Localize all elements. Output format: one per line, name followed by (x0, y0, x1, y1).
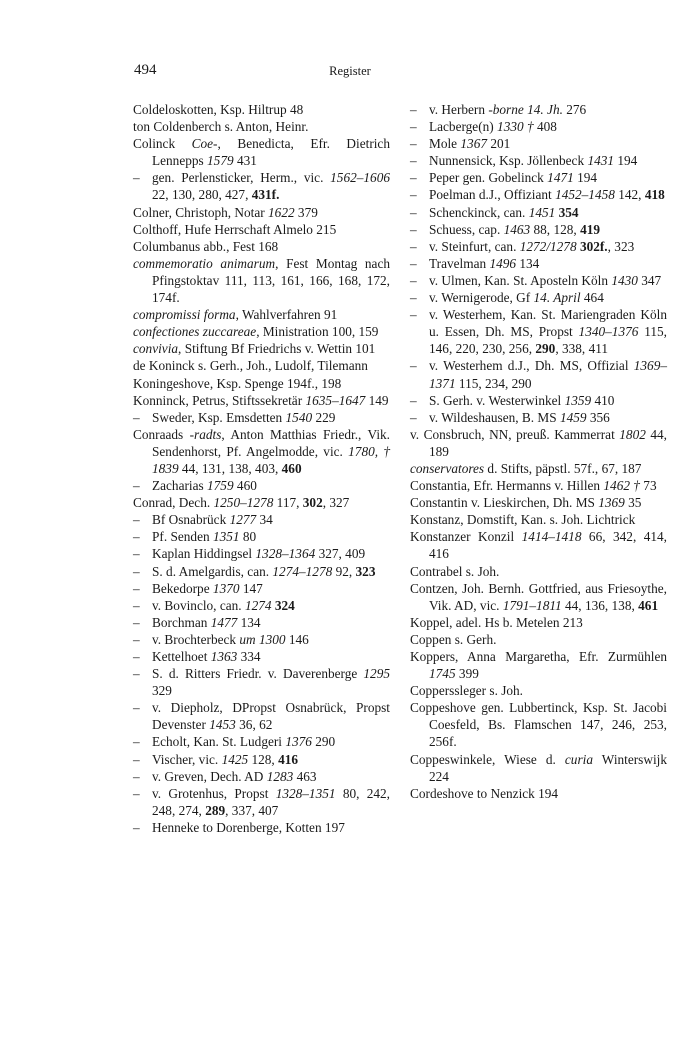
entry-text: Coppeshove gen. Lubbertinck, Ksp. St. Jacobi Coesfeld, Bs. Flamschen 147, 246, 253, 256f. (410, 700, 667, 750)
entry-text: 146 (285, 631, 309, 647)
subentry-dash: – (410, 409, 417, 425)
entry-text: gen. Perlensticker, Herm., vic. (152, 170, 331, 186)
italic-text: 1780, † 1839 (152, 443, 390, 476)
italic-text: 1496 (489, 255, 517, 271)
entry-text: Koppers, Anna Margaretha, Efr. Zurmühlen (410, 649, 667, 664)
entry-text: Lacberge(n) (429, 119, 498, 135)
subentry-dash: – (133, 170, 140, 186)
entry-text: 327, 409 (315, 546, 366, 562)
italic-text: 1452–1458 (555, 187, 615, 203)
entry-text: 44, 131, 138, 403, (178, 460, 282, 476)
entry-text: Konstanzer Konzil (410, 529, 522, 545)
index-subentry (133, 511, 390, 528)
entry-text: Koningeshove, Ksp. Spenge 194f., 198 (133, 375, 342, 391)
page-header (0, 62, 700, 84)
italic-text: 14. April (533, 290, 581, 306)
entry-text: 142, (614, 187, 645, 203)
entry-text: , 327 (322, 495, 350, 511)
index-entry (133, 323, 390, 340)
index-entry (410, 751, 667, 785)
entry-text: 379 (294, 204, 318, 220)
entry-text: 410 (591, 392, 615, 408)
entry-text: 115, 146, 220, 230, 256, (429, 324, 667, 357)
subentry-dash: – (410, 153, 417, 169)
subentry-dash: – (410, 307, 417, 323)
entry-text: , 337, 407 (225, 802, 279, 818)
index-subentry (410, 289, 667, 306)
entry-text: v. Consbruch, NN, preuß. Kammerrat (410, 426, 620, 442)
italic-text: -borne 14. Jh. (488, 102, 563, 117)
entry-text: Colthoff, Hufe Herrschaft Almelo 215 (133, 221, 337, 237)
index-entry (133, 101, 390, 118)
italic-text: convivia (133, 341, 179, 357)
subentry-dash: – (133, 512, 140, 528)
subentry-dash: – (133, 785, 140, 801)
entry-text: , 338, 411 (555, 341, 609, 357)
entry-text: , Benedicta, Efr. Dietrich Lennepps (152, 136, 390, 169)
italic-text: 1562–1606 (330, 170, 390, 186)
subentry-dash: – (133, 734, 140, 750)
bold-page-ref: 302f. (579, 238, 608, 254)
entry-text: Koppel, adel. Hs b. Metelen 213 (410, 614, 583, 630)
index-entry (410, 785, 667, 802)
index-subentry (410, 306, 667, 357)
entry-text: 147 (239, 580, 263, 596)
entry-text: Konninck, Petrus, Stiftssekretär (133, 392, 306, 408)
entry-text: Poelman d.J., Offiziant (429, 187, 556, 203)
italic-text: 1369 (598, 495, 625, 511)
bold-page-ref: 289 (205, 802, 226, 818)
index-entry (133, 357, 390, 374)
italic-text: 1363 (210, 649, 238, 664)
subentry-dash: – (133, 529, 140, 545)
index-entry (410, 682, 667, 699)
entry-text: v. Westerhem, Kan. St. Mariengraden Köln u. Essen, Dh. MS, Propst (429, 307, 667, 340)
bold-page-ref: 416 (278, 751, 299, 767)
entry-text: Bf Osnabrück (152, 512, 230, 528)
subentry-dash: – (133, 751, 140, 767)
entry-text: 34 (256, 512, 273, 528)
italic-text: 1414–1418 (521, 529, 582, 545)
entry-text: 35 (624, 495, 642, 511)
entry-text: ton Coldenberch s. Anton, Heinr. (133, 119, 309, 135)
subentry-dash: – (133, 563, 140, 579)
italic-text: 1330 † (497, 119, 534, 135)
entry-text: de Koninck s. Gerh., Joh., Ludolf, Tilemann (133, 358, 368, 374)
entry-text: 36, 62 (235, 717, 273, 733)
italic-text: 1351 (212, 529, 240, 545)
entry-text: Coppen s. Gerh. (410, 631, 497, 647)
bold-page-ref: 354 (558, 204, 579, 220)
italic-text: confectiones zuccareae (133, 324, 257, 340)
entry-text: Travelman (429, 255, 490, 271)
entry-text: 356 (586, 409, 610, 425)
entry-text: Contrabel s. Joh. (410, 563, 500, 579)
italic-text: 1370 (212, 580, 240, 596)
entry-text: v. Bovinclo, can. (152, 597, 245, 613)
index-entry (410, 699, 667, 750)
page-number: 494 (134, 62, 157, 78)
entry-text: 44, 136, 138, (561, 597, 639, 613)
subentry-dash: – (410, 119, 417, 135)
entry-text: d. Stifts, päpstl. 57f., 67, 187 (484, 460, 642, 476)
italic-text: 1622 (268, 204, 295, 220)
entry-text: Henneke to Dorenberge, Kotten 197 (152, 819, 345, 835)
index-entry (133, 221, 390, 238)
subentry-dash: – (410, 392, 417, 408)
index-entry (410, 648, 667, 682)
entry-text: Contzen, Joh. Bernh. Gottfried, aus Friesoythe, Vik. AD, vic. (410, 580, 667, 613)
subentry-dash: – (133, 819, 140, 835)
index-subentry (410, 152, 667, 169)
index-column-left (133, 101, 390, 836)
italic-text: 1635–1647 (305, 392, 366, 408)
index-entry (410, 460, 667, 477)
subentry-dash: – (133, 631, 140, 647)
entry-text: 329 (152, 683, 172, 699)
index-subentry (133, 477, 390, 494)
italic-text: conservatores (410, 460, 485, 476)
index-entry (133, 392, 390, 409)
index-subentry (410, 101, 667, 118)
index-subentry (133, 751, 390, 768)
entry-text: 22, 130, 280, 427, (152, 187, 252, 203)
entry-text: Schuess, cap. (429, 221, 504, 237)
index-entry (410, 477, 667, 494)
entry-text: v. Ulmen, Kan. St. Aposteln Köln (429, 272, 612, 288)
index-entry (133, 340, 390, 357)
entry-text: S. Gerh. v. Westerwinkel (429, 392, 565, 408)
italic-text: 1791–1811 (502, 597, 562, 613)
subentry-dash: – (133, 666, 140, 682)
index-subentry (133, 545, 390, 562)
index-subentry (410, 409, 667, 426)
entry-text: Conraads (133, 426, 190, 442)
index-subentry (133, 768, 390, 785)
italic-text: 1328–1364 (255, 546, 316, 562)
entry-text: 88, 128, (530, 221, 581, 237)
entry-text: Borchman (152, 614, 211, 630)
entry-text: 464 (580, 290, 604, 306)
index-subentry (133, 169, 390, 203)
entry-text: Colinck (133, 136, 192, 152)
entry-text: Pf. Senden (152, 529, 213, 545)
italic-text: 1477 (210, 614, 238, 630)
bold-page-ref: 290 (535, 341, 556, 357)
italic-text: 1471 (547, 170, 574, 186)
index-entry (410, 631, 667, 648)
entry-text: 134 (237, 614, 261, 630)
entry-text: Columbanus abb., Fest 168 (133, 238, 279, 254)
subentry-dash: – (133, 597, 140, 613)
entry-text: 80, 242, 248, 274, (152, 785, 390, 818)
entry-text: 399 (455, 666, 479, 682)
index-subentry (133, 580, 390, 597)
entry-text: 44, 189 (429, 426, 668, 459)
subentry-dash: – (133, 768, 140, 784)
entry-text: , Stiftung Bf Friedrichs v. Wettin 101 (178, 341, 376, 357)
index-subentry (133, 733, 390, 750)
index-subentry (410, 357, 667, 391)
index-subentry (133, 563, 390, 580)
entry-text: 128, (248, 751, 279, 767)
entry-text: Konstanz, Domstift, Kan. s. Joh. Lichtrick (410, 512, 636, 528)
index-subentry (133, 614, 390, 631)
index-subentry (133, 409, 390, 426)
entry-text: 431 (233, 153, 257, 169)
entry-text: 347 (637, 272, 662, 288)
index-subentry (410, 204, 667, 221)
italic-text: um 1300 (239, 631, 286, 647)
index-column-right (410, 101, 667, 802)
index-subentry (410, 135, 667, 152)
italic-text: curia (564, 751, 593, 767)
entry-text: v. Westerhem d.J., Dh. MS, Offizial (429, 358, 634, 374)
index-entry (133, 238, 390, 255)
index-subentry (133, 785, 390, 819)
index-entry (133, 494, 390, 511)
italic-text: 1369–1371 (429, 358, 667, 391)
subentry-dash: – (410, 102, 417, 117)
italic-text: 1425 (221, 751, 249, 767)
entry-text: Echolt, Kan. St. Ludgeri (152, 734, 286, 750)
subentry-dash: – (133, 580, 140, 596)
italic-text: 1431 (587, 153, 615, 169)
entry-text: Schenckinck, can. (429, 204, 529, 220)
entry-text: , Wahlverfahren 91 (235, 307, 338, 323)
entry-text: v. Wildeshausen, B. MS (429, 409, 560, 425)
entry-text: , Ministration 100, 159 (256, 324, 379, 340)
index-entry (133, 306, 390, 323)
index-subentry (133, 528, 390, 545)
entry-text: 66, 342, 414, 416 (429, 529, 667, 562)
index-entry (410, 528, 667, 562)
index-subentry (133, 648, 390, 665)
bold-page-ref: 418 (644, 187, 665, 203)
entry-text: v. Brochterbeck (152, 631, 240, 647)
index-entry (133, 255, 390, 306)
subentry-dash: – (410, 170, 417, 186)
subentry-dash: – (133, 478, 140, 494)
entry-text: v. Greven, Dech. AD (152, 768, 267, 784)
bold-page-ref: 461 (638, 597, 659, 613)
subentry-dash: – (133, 614, 140, 630)
index-entry (410, 511, 667, 528)
bold-page-ref: 323 (355, 563, 376, 579)
entry-text: Copperssleger s. Joh. (410, 683, 524, 699)
entry-text: S. d. Ritters Friedr. v. Daverenberge (152, 666, 364, 682)
bold-page-ref: 419 (580, 221, 601, 237)
index-entry (410, 614, 667, 631)
entry-text: 92, (332, 563, 356, 579)
entry-text: 276 (562, 102, 587, 117)
entry-text: Nunnensick, Ksp. Jöllenbeck (429, 153, 588, 169)
italic-text: 1759 (207, 478, 234, 494)
italic-text: 1459 (559, 409, 587, 425)
italic-text: 1328–1351 (275, 785, 336, 801)
index-entry (410, 563, 667, 580)
subentry-dash: – (133, 546, 140, 562)
index-entry (133, 204, 390, 221)
entry-text: Vischer, vic. (152, 751, 222, 767)
index-subentry (133, 819, 390, 836)
index-subentry (410, 255, 667, 272)
entry-text: 194 (573, 170, 598, 186)
italic-text: 1274 (244, 597, 272, 613)
index-subentry (410, 272, 667, 289)
running-title: Register (329, 64, 371, 78)
subentry-dash: – (410, 136, 417, 152)
entry-text: , Fest Montag nach Pfingstoktav 111, 113, 161, 166, 168, 172, 174f. (152, 255, 390, 306)
italic-text: Coe- (191, 136, 218, 152)
italic-text: 1274–1278 (272, 563, 333, 579)
entry-text: 460 (233, 478, 257, 494)
entry-text: v. Diepholz, DPropst Osnabrück, Propst Devenster (152, 700, 390, 733)
entry-text: Winterswijk 224 (429, 751, 667, 784)
entry-text: Mole (429, 136, 461, 152)
subentry-dash: – (410, 358, 417, 374)
entry-text: Kaplan Hiddingsel (152, 546, 256, 562)
italic-text: 1277 (229, 512, 257, 528)
index-entry (410, 580, 667, 614)
entry-text: 290 (311, 734, 336, 750)
index-entry (133, 426, 390, 477)
index-entry (410, 426, 667, 460)
subentry-dash: – (410, 238, 417, 254)
italic-text: 1367 (460, 136, 487, 152)
entry-text: Kettelhoet (152, 649, 211, 664)
italic-text: compromissi forma (133, 307, 236, 323)
entry-text: 201 (487, 136, 511, 152)
bold-page-ref: 431f. (251, 187, 280, 203)
index-subentry (410, 238, 667, 255)
entry-text: 73 (639, 478, 657, 494)
entry-text: 134 (516, 255, 540, 271)
subentry-dash: – (410, 272, 417, 288)
bold-page-ref: 324 (274, 597, 295, 613)
entry-text: Conrad, Dech. (133, 495, 214, 511)
entry-text: Cordeshove to Nenzick 194 (410, 785, 559, 801)
italic-text: 1802 (619, 426, 646, 442)
index-subentry (133, 665, 390, 699)
subentry-dash: – (410, 221, 417, 237)
index-subentry (133, 699, 390, 733)
bold-page-ref: 460 (281, 460, 302, 476)
entry-text: Coppeswinkele, Wiese d. (410, 751, 565, 767)
italic-text: 1376 (285, 734, 312, 750)
entry-text: , Anton Matthias Friedr., Vik. Sendenhorst, Pf. Angelmodde, vic. (152, 426, 390, 459)
entry-text: 408 (533, 119, 557, 135)
entry-text: 463 (293, 768, 317, 784)
index-subentry (410, 118, 667, 135)
subentry-dash: – (410, 204, 417, 220)
subentry-dash: – (410, 255, 417, 271)
index-entry (133, 375, 390, 392)
entry-text: Peper gen. Gobelinck (429, 170, 548, 186)
index-subentry (410, 221, 667, 238)
entry-text: 194 (614, 153, 638, 169)
italic-text: 1453 (209, 717, 236, 733)
index-entry (133, 135, 390, 169)
index-subentry (410, 186, 667, 203)
index-subentry (410, 169, 667, 186)
entry-text: S. d. Amelgardis, can. (152, 563, 273, 579)
italic-text: 1540 (285, 409, 313, 425)
entry-text: Sweder, Ksp. Emsdetten (152, 409, 286, 425)
index-subentry (133, 631, 390, 648)
bold-page-ref: 302 (302, 495, 323, 511)
entry-text: 117, (273, 495, 303, 511)
subentry-dash: – (410, 290, 417, 306)
italic-text: 1283 (266, 768, 294, 784)
entry-text: v. Wernigerode, Gf (429, 290, 534, 306)
entry-text: v. Steinfurt, can. (429, 238, 520, 254)
italic-text: 1745 (429, 666, 456, 682)
entry-text: Zacharias (152, 478, 207, 494)
entry-text: 229 (312, 409, 336, 425)
entry-text: 80 (239, 529, 257, 545)
italic-text: 1250–1278 (213, 495, 274, 511)
entry-text: Colner, Christoph, Notar (133, 204, 269, 220)
italic-text: 1359 (564, 392, 592, 408)
entry-text: 149 (365, 392, 389, 408)
entry-text: 334 (237, 649, 261, 664)
italic-text: 1272/1278 (519, 238, 577, 254)
italic-text: 1430 (611, 272, 638, 288)
index-entry (410, 494, 667, 511)
italic-text: commemoratio animarum (133, 255, 276, 271)
entry-text: v. Herbern (429, 102, 489, 117)
index-entry (133, 118, 390, 135)
italic-text: 1463 (503, 221, 531, 237)
entry-text: Bekedorpe (152, 580, 213, 596)
entry-text: Coldeloskotten, Ksp. Hiltrup 48 (133, 102, 304, 117)
italic-text: 1340–1376 (578, 324, 639, 340)
italic-text: 1579 (207, 153, 234, 169)
subentry-dash: – (410, 187, 417, 203)
italic-text: 1451 (528, 204, 556, 220)
entry-text: Constantin v. Lieskirchen, Dh. MS (410, 495, 599, 511)
entry-text: Constantia, Efr. Hermanns v. Hillen (410, 478, 604, 494)
entry-text: 115, 234, 290 (455, 375, 532, 391)
subentry-dash: – (133, 649, 140, 664)
subentry-dash: – (133, 409, 140, 425)
italic-text: 1295 (363, 666, 390, 682)
entry-text: v. Grotenhus, Propst (152, 785, 276, 801)
index-subentry (410, 392, 667, 409)
italic-text: 1462 † (603, 478, 640, 494)
italic-text: -radts (189, 426, 222, 442)
entry-text: , 323 (607, 238, 635, 254)
index-subentry (133, 597, 390, 614)
subentry-dash: – (133, 700, 140, 716)
